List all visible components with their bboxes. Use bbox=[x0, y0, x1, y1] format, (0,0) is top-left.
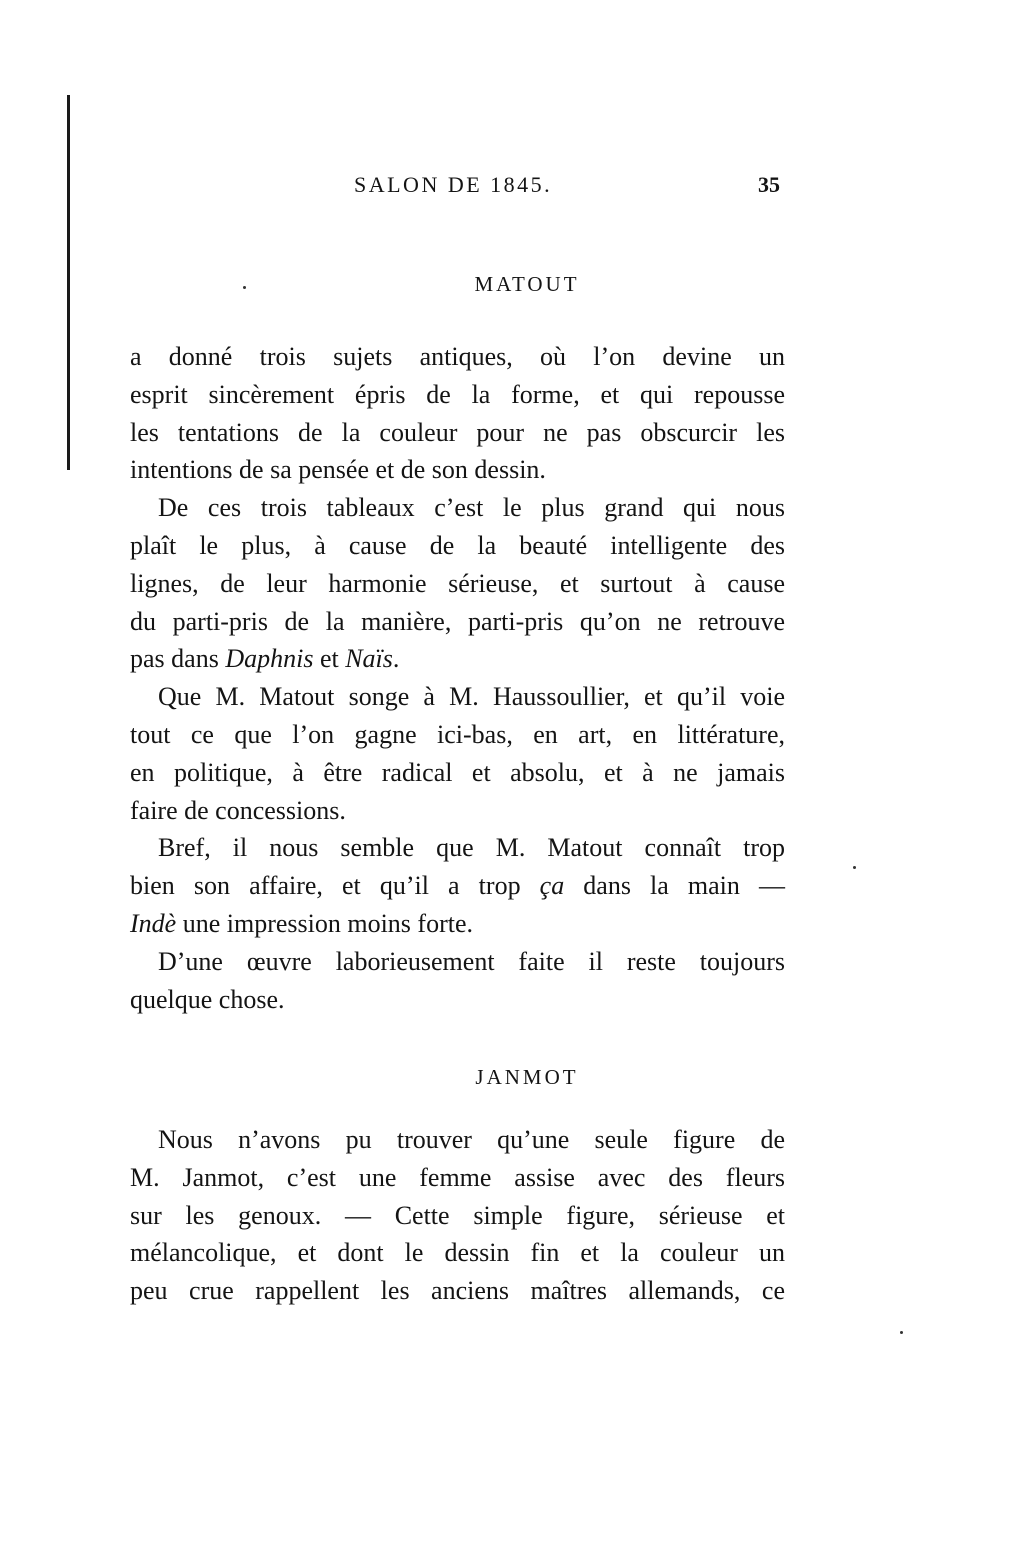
text-run: M. Janmot, c’est une femme assise avec des fleurs bbox=[130, 1162, 785, 1192]
text-run: une impression moins forte. bbox=[176, 908, 473, 938]
text-run: en politique, à être radical et absolu, et à ne jamais bbox=[130, 757, 785, 787]
running-header bbox=[0, 168, 1024, 204]
text-run: faire de concessions. bbox=[130, 795, 346, 825]
text-run: Bref, il nous semble que M. Matout connaît trop bbox=[158, 833, 785, 863]
text-run: plaît le plus, à cause de la beauté intelligente des bbox=[130, 530, 785, 560]
text-run: les tentations de la couleur pour ne pas obscurcir les bbox=[130, 417, 785, 447]
text-run: dans la main — bbox=[564, 871, 785, 901]
text-run: sur les genoux. — Cette simple figure, sérieuse et bbox=[130, 1200, 785, 1230]
section-body-matout bbox=[130, 338, 785, 1018]
italic-text: Indè bbox=[130, 908, 177, 938]
text-run: quelque chose. bbox=[130, 984, 285, 1014]
running-title: SALON DE 1845. bbox=[354, 172, 553, 197]
text-line bbox=[130, 754, 785, 792]
section-heading-matout: MATOUT bbox=[474, 272, 580, 296]
text-line bbox=[130, 1159, 785, 1197]
text-run: De ces trois tableaux c’est le plus grand qui nous bbox=[158, 493, 785, 523]
page-number: 35 bbox=[758, 172, 780, 197]
print-speck bbox=[900, 1331, 903, 1334]
text-line bbox=[130, 943, 785, 981]
text-run: et bbox=[313, 644, 346, 674]
text-line bbox=[130, 640, 785, 678]
text-line bbox=[130, 905, 785, 943]
italic-text: Naïs bbox=[345, 644, 393, 674]
text-run: . bbox=[392, 644, 400, 674]
section-body-janmot bbox=[130, 1121, 785, 1310]
text-line bbox=[130, 1197, 785, 1235]
print-speck bbox=[853, 866, 856, 869]
print-speck bbox=[243, 286, 246, 289]
text-run: pas dans bbox=[130, 644, 226, 674]
text-line bbox=[130, 867, 785, 905]
italic-text: ça bbox=[539, 871, 565, 901]
text-line bbox=[130, 981, 785, 1019]
text-line bbox=[130, 414, 785, 452]
text-run: esprit sincèrement épris de la forme, et qui repousse bbox=[130, 379, 785, 409]
text-line bbox=[130, 338, 785, 376]
text-line bbox=[130, 603, 785, 641]
text-run: a donné trois sujets antiques, où l’on devine un bbox=[130, 342, 785, 371]
text-line bbox=[130, 565, 785, 603]
text-line bbox=[130, 716, 785, 754]
text-run: tout ce que l’on gagne ici-bas, en art, en littérature, bbox=[130, 719, 785, 749]
text-line bbox=[130, 829, 785, 867]
text-run: peu crue rappellent les anciens maîtres allemands, ce bbox=[130, 1276, 785, 1306]
text-run: du parti-pris de la manière, parti-pris qu’on ne retrouve bbox=[130, 606, 785, 636]
text-line bbox=[130, 489, 785, 527]
italic-text: Daphnis bbox=[225, 644, 314, 674]
section-heading-janmot: JANMOT bbox=[475, 1065, 579, 1089]
text-line bbox=[130, 792, 785, 830]
text-run: Que M. Matout songe à M. Haussoullier, et qu’il voie bbox=[158, 682, 785, 712]
text-line bbox=[130, 451, 785, 489]
text-line bbox=[130, 1272, 785, 1310]
text-line bbox=[130, 376, 785, 414]
text-run: lignes, de leur harmonie sérieuse, et surtout à cause bbox=[130, 568, 785, 598]
text-run: intentions de sa pensée et de son dessin. bbox=[130, 455, 546, 485]
text-line bbox=[130, 1121, 785, 1159]
text-run: mélancolique, et dont le dessin fin et la couleur un bbox=[130, 1238, 785, 1268]
text-line bbox=[130, 527, 785, 565]
text-run: bien son affaire, et qu’il a trop bbox=[130, 871, 540, 901]
text-line bbox=[130, 1234, 785, 1272]
text-line bbox=[130, 678, 785, 716]
text-run: Nous n’avons pu trouver qu’une seule figure de bbox=[158, 1125, 785, 1154]
text-run: D’une œuvre laborieusement faite il reste toujours bbox=[158, 946, 785, 976]
